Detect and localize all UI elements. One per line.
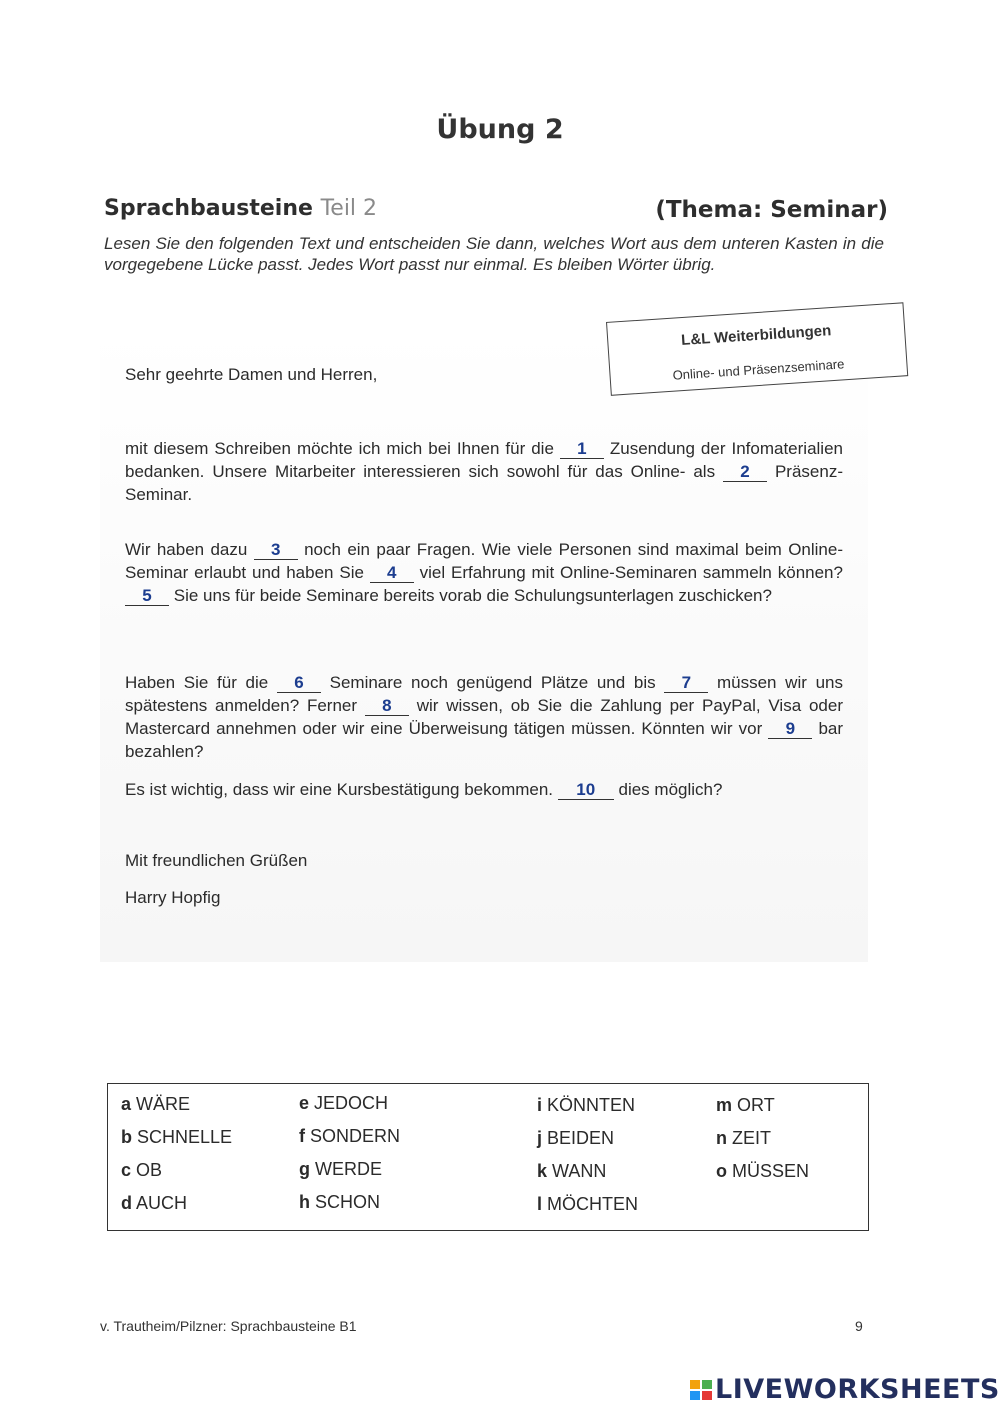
logo-tile: [702, 1380, 712, 1389]
logo-tile: [690, 1380, 700, 1389]
word-option: k WANN: [537, 1161, 607, 1181]
word-option: c OB: [121, 1160, 163, 1180]
section-heading: [104, 196, 377, 221]
logo-tile: [702, 1391, 712, 1400]
letter-paragraph-4: [125, 778, 843, 801]
text-segment: viel Erfahrung mit Online-Seminaren sammeln können?: [419, 563, 843, 582]
heading-main: Sprachbausteine: [104, 196, 313, 221]
letter-paragraph-3: [125, 671, 843, 763]
liveworksheets-brand[interactable]: [690, 1374, 1000, 1405]
text-segment: Präsenz-Seminar.: [125, 462, 843, 504]
stamp-company-name: L&L Weiterbildungen: [680, 322, 832, 350]
text-segment: Sie uns für beide Seminare bereits vorab die Schulungsunterlagen zuschicken?: [173, 586, 772, 605]
word-box: [107, 1083, 869, 1231]
text-segment: dies möglich?: [618, 780, 723, 799]
gap-4[interactable]: 4: [370, 564, 414, 583]
letter-salutation: Sehr geehrte Damen und Herren,: [125, 365, 378, 384]
word-option: i KÖNNTEN: [537, 1095, 636, 1115]
letter-paragraph-1: [125, 437, 843, 506]
word-option: d AUCH: [121, 1193, 188, 1213]
stamp-subtitle: Online- und Präsenzseminare: [672, 356, 845, 383]
text-segment: Seminare noch genügend Plätze und bis: [329, 673, 656, 692]
word-option: e JEDOCH: [299, 1093, 389, 1113]
word-option: f SONDERN: [299, 1126, 401, 1146]
word-option: j BEIDEN: [537, 1128, 615, 1148]
word-option: b SCHNELLE: [121, 1127, 233, 1147]
text-segment: mit diesem Schreiben möchte ich mich bei Ihnen für die: [125, 439, 554, 458]
instruction-text: Lesen Sie den folgenden Text und entscheiden Sie dann, welches Wort aus dem unteren Kasten in die vorgegebene Lücke passt. Jedes Wort passt nur einmal. Es bleiben Wörter übrig.: [104, 234, 884, 274]
word-option: n ZEIT: [716, 1128, 772, 1148]
text-segment: Zusendung der Infomaterialien bedanken. Unsere Mitarbeiter interessieren sich sowohl für das Online- als: [125, 439, 843, 481]
footer-source: v. Trautheim/Pilzner: Sprachbausteine B1: [100, 1318, 357, 1334]
text-segment: bar bezahlen?: [125, 719, 844, 761]
text-segment: müssen wir uns spätestens anmelden? Ferner: [125, 673, 843, 715]
gap-7[interactable]: 7: [664, 674, 708, 693]
letter-signature: Harry Hopfig: [125, 888, 221, 907]
word-option: m ORT: [716, 1095, 775, 1115]
gap-6[interactable]: 6: [277, 674, 321, 693]
gap-5[interactable]: 5: [125, 587, 169, 606]
text-segment: Wir haben dazu: [125, 540, 248, 559]
gap-3[interactable]: 3: [254, 541, 298, 560]
word-option: o MÜSSEN: [716, 1161, 810, 1181]
gap-9[interactable]: 9: [768, 720, 812, 739]
liveworksheets-logo-icon: [690, 1380, 712, 1400]
text-segment: wir wissen, ob Sie die Zahlung per PayPal, Visa oder Mastercard annehmen oder wir eine Überweisung tätigen müssen. Könnten wir vor: [125, 696, 843, 738]
letter-paragraph-2: [125, 538, 843, 607]
word-option: l MÖCHTEN: [537, 1194, 639, 1214]
text-segment: Es ist wichtig, dass wir eine Kursbestätigung bekommen.: [125, 780, 554, 799]
gap-8[interactable]: 8: [365, 697, 409, 716]
gap-2[interactable]: 2: [723, 463, 767, 482]
heading-teil: Teil 2: [320, 196, 378, 221]
page-number: 9: [855, 1318, 863, 1334]
page-title: Übung 2: [436, 114, 564, 145]
letter-closing: Mit freundlichen Grüßen: [125, 851, 308, 870]
word-option: a WÄRE: [121, 1094, 191, 1114]
word-option: g WERDE: [299, 1159, 383, 1179]
text-segment: noch ein paar Fragen. Wie viele Personen sind maximal beim Online-Seminar erlaubt und haben Sie: [125, 540, 843, 582]
heading-thema: (Thema: Seminar): [655, 197, 888, 223]
brand-text: LIVEWORKSHEETS: [715, 1374, 1000, 1405]
word-option: h SCHON: [299, 1192, 381, 1212]
gap-10[interactable]: 10: [558, 781, 614, 800]
logo-tile: [690, 1391, 700, 1400]
text-segment: Haben Sie für die: [125, 673, 269, 692]
gap-1[interactable]: 1: [560, 440, 604, 459]
